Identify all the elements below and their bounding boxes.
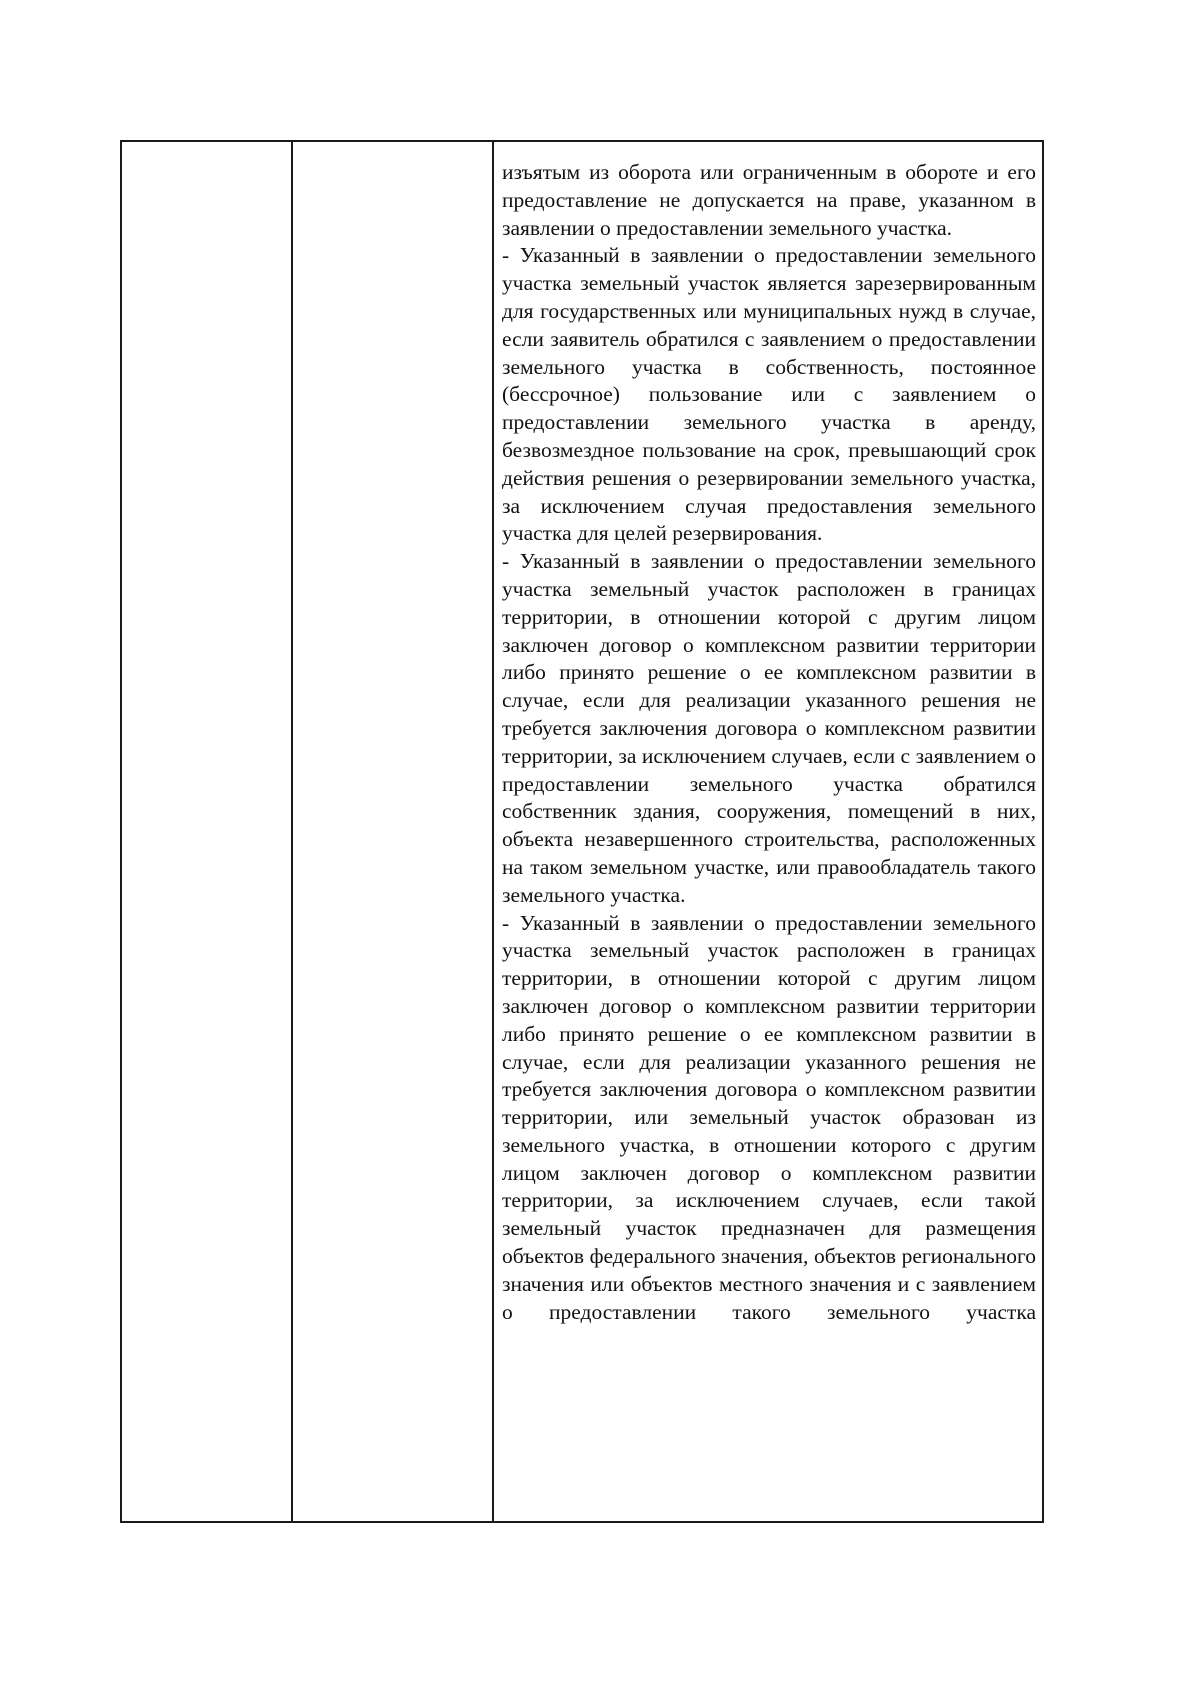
paragraph-continuation: изъятым из оборота или ограниченным в обороте и его предоставление не допускается на праве, указанном в заявлении о предоставлении земельного участка.: [502, 160, 1036, 240]
empty-cell-column-1: [121, 141, 292, 1522]
cell-1-text: [122, 142, 291, 159]
legal-text-block: [494, 142, 1042, 1326]
text-cell-column-3: [493, 141, 1043, 1522]
paragraph-complex-development-agreement: - Указанный в заявлении о предоставлении земельного участка земельный участок расположен в границах территории, в отношении которой с другим лицом заключен договор о комплексном развитии территории либо принято решение о ее комплексном развитии в случае, если для реализации указанного решения не требуется заключения договора о комплексном развитии территории, или земельный участок образован из земельного участка, в отношении которого с другим лицом заключен договор о комплексном развитии территории, за исключением случаев, если такой земельный участок предназначен для размещения объектов федерального значения, объектов регионального значения или объектов местного значения и с заявлением о предоставлении такого земельного участка: [502, 910, 1036, 1324]
document-table: [120, 140, 1044, 1523]
paragraph-complex-development: - Указанный в заявлении о предоставлении земельного участка земельный участок расположен в границах территории, в отношении которой с другим лицом заключен договор о комплексном развитии территории либо принято решение о ее комплексном развитии в случае, если для реализации указанного решения не требуется заключения договора о комплексном развитии территории, за исключением случаев, если с заявлением о предоставлении земельного участка обратился собственник здания, сооружения, помещений в них, объекта незавершенного строительства, расположенных на таком земельном участке, или правообладатель такого земельного участка.: [502, 549, 1036, 907]
paragraph-reserved-land: - Указанный в заявлении о предоставлении земельного участка земельный участок является зарезервированным для государственных или муниципальных нужд в случае, если заявитель обратился с заявлением о предоставлении земельного участка в собственность, постоянное (бессрочное) пользование или с заявлением о предоставлении земельного участка в аренду, безвозмездное пользование на срок, превышающий срок действия решения о резервировании земельного участка, за исключением случая предоставления земельного участка для целей резервирования.: [502, 243, 1036, 546]
table-row: [121, 141, 1043, 1522]
cell-2-text: [293, 142, 492, 159]
empty-cell-column-2: [292, 141, 493, 1522]
